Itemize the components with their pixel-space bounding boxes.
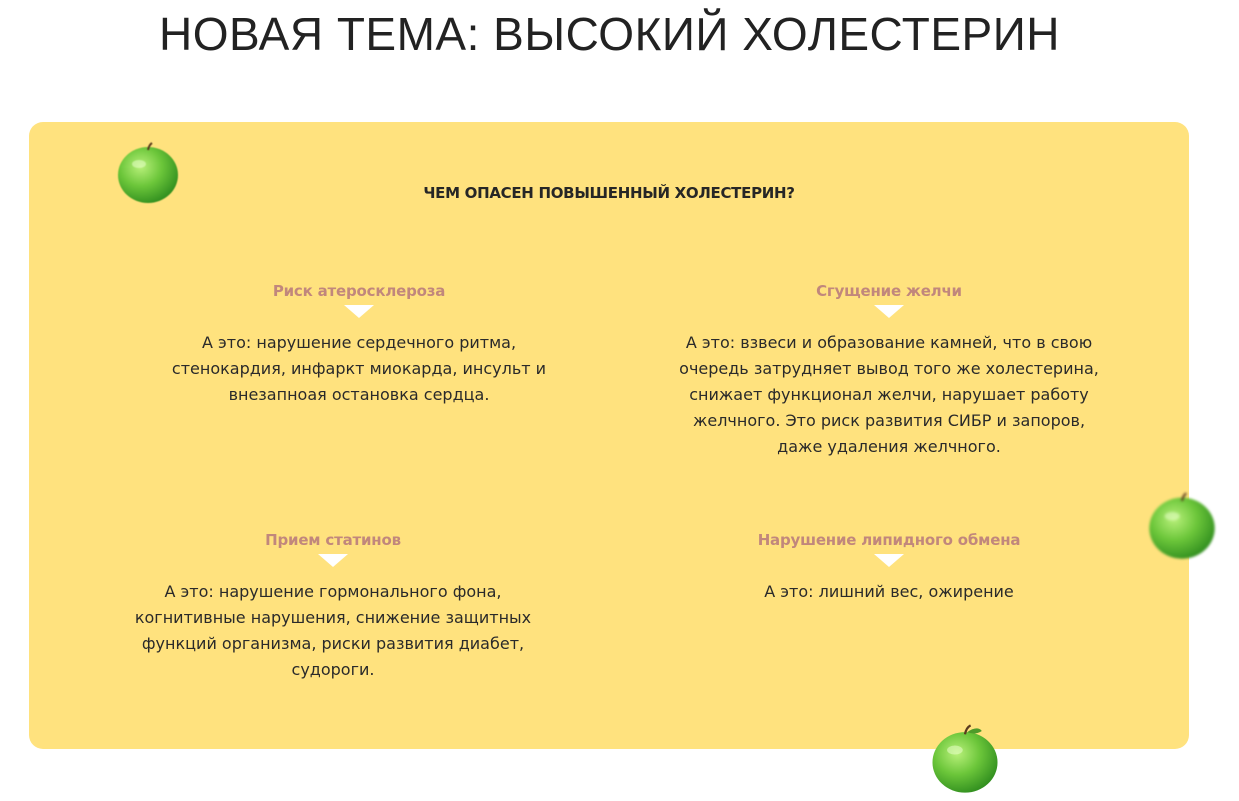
block-text: А это: лишний вес, ожирение (764, 582, 1014, 601)
risk-block-atherosclerosis (149, 280, 569, 408)
green-apple-icon (115, 140, 181, 206)
block-text: А это: нарушение гормонального фона, когнитивные нарушения, снижение защитных функций организма, риски развития диабет, судороги. (134, 582, 532, 679)
block-title: Нарушение липидного обмена (757, 531, 1021, 549)
block-title: Прием статинов (265, 531, 401, 549)
block-text: А это: нарушение сердечного ритма, стенокардия, инфаркт миокарда, инсульт и внезапноая остановка сердца. (171, 333, 547, 404)
risk-block-bile (679, 280, 1099, 460)
card-heading: ЧЕМ ОПАСЕН ПОВЫШЕННЫЙ ХОЛЕСТЕРИН? (423, 184, 795, 202)
risk-block-statins (123, 529, 543, 683)
block-text: А это: взвеси и образование камней, что в свою очередь затрудняет вывод того же холестерина, снижает функционал желчи, нарушает работу желчного. Это риск развития СИБР и запоров, даже удаления желчного. (679, 333, 1099, 456)
down-arrow-icon (344, 305, 374, 318)
page-title: НОВАЯ ТЕМА: ВЫСОКИЙ ХОЛЕСТЕРИН (159, 8, 1060, 60)
green-apple-icon (1146, 490, 1212, 556)
block-title: Риск атеросклероза (272, 282, 446, 300)
risk-block-lipid (679, 529, 1099, 605)
down-arrow-icon (874, 305, 904, 318)
green-apple-icon (928, 722, 994, 788)
block-title: Сгущение желчи (816, 282, 962, 300)
down-arrow-icon (318, 554, 348, 567)
down-arrow-icon (874, 554, 904, 567)
info-card (29, 122, 1189, 749)
